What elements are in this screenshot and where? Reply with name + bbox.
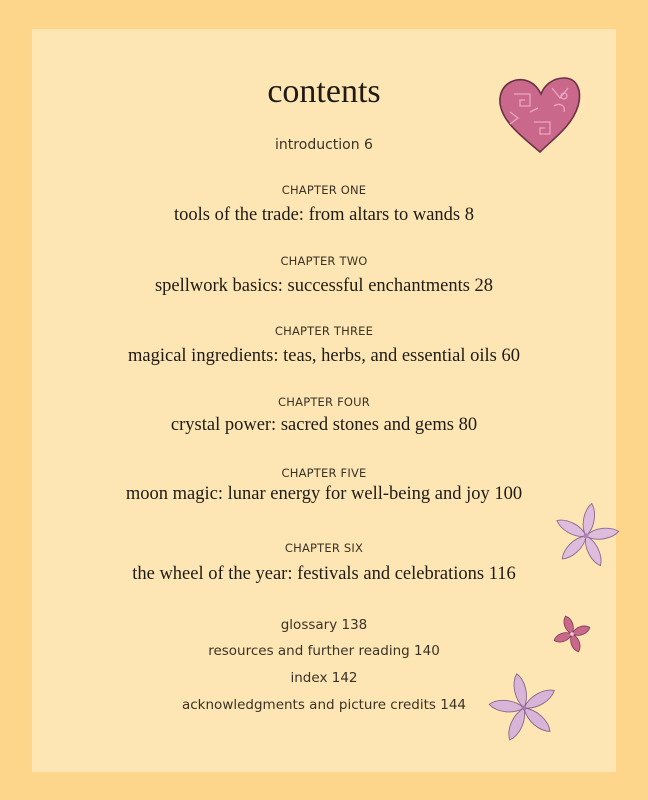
toc-acknowledgments[interactable]: acknowledgments and picture credits 144 xyxy=(181,697,466,713)
flower-icon xyxy=(486,670,562,746)
chapter-title[interactable]: the wheel of the year: festivals and celebrations 116 xyxy=(132,564,516,584)
toc-resources[interactable]: resources and further reading 140 xyxy=(208,643,440,659)
flower-icon xyxy=(550,500,622,572)
chapter-label: CHAPTER TWO xyxy=(280,254,368,268)
chapter-title[interactable]: crystal power: sacred stones and gems 80 xyxy=(170,415,478,435)
toc-glossary[interactable]: glossary 138 xyxy=(280,617,368,633)
chapter-title[interactable]: magical ingredients: teas, herbs, and essential oils 60 xyxy=(128,346,520,366)
chapter-label: CHAPTER ONE xyxy=(281,183,367,197)
toc-introduction[interactable]: introduction 6 xyxy=(275,137,373,153)
chapter-title[interactable]: moon magic: lunar energy for well-being and joy 100 xyxy=(125,484,523,504)
flower-icon xyxy=(550,612,594,656)
chapter-label: CHAPTER FOUR xyxy=(278,395,370,409)
page-title: contents xyxy=(267,73,381,110)
chapter-title[interactable]: tools of the trade: from altars to wands 8 xyxy=(173,205,475,225)
heart-icon xyxy=(494,72,584,158)
chapter-label: CHAPTER FIVE xyxy=(281,466,367,480)
chapter-label: CHAPTER THREE xyxy=(274,324,374,338)
chapter-title[interactable]: spellwork basics: successful enchantments 28 xyxy=(154,276,494,296)
chapter-label: CHAPTER SIX xyxy=(284,541,364,555)
toc-index[interactable]: index 142 xyxy=(290,670,358,686)
